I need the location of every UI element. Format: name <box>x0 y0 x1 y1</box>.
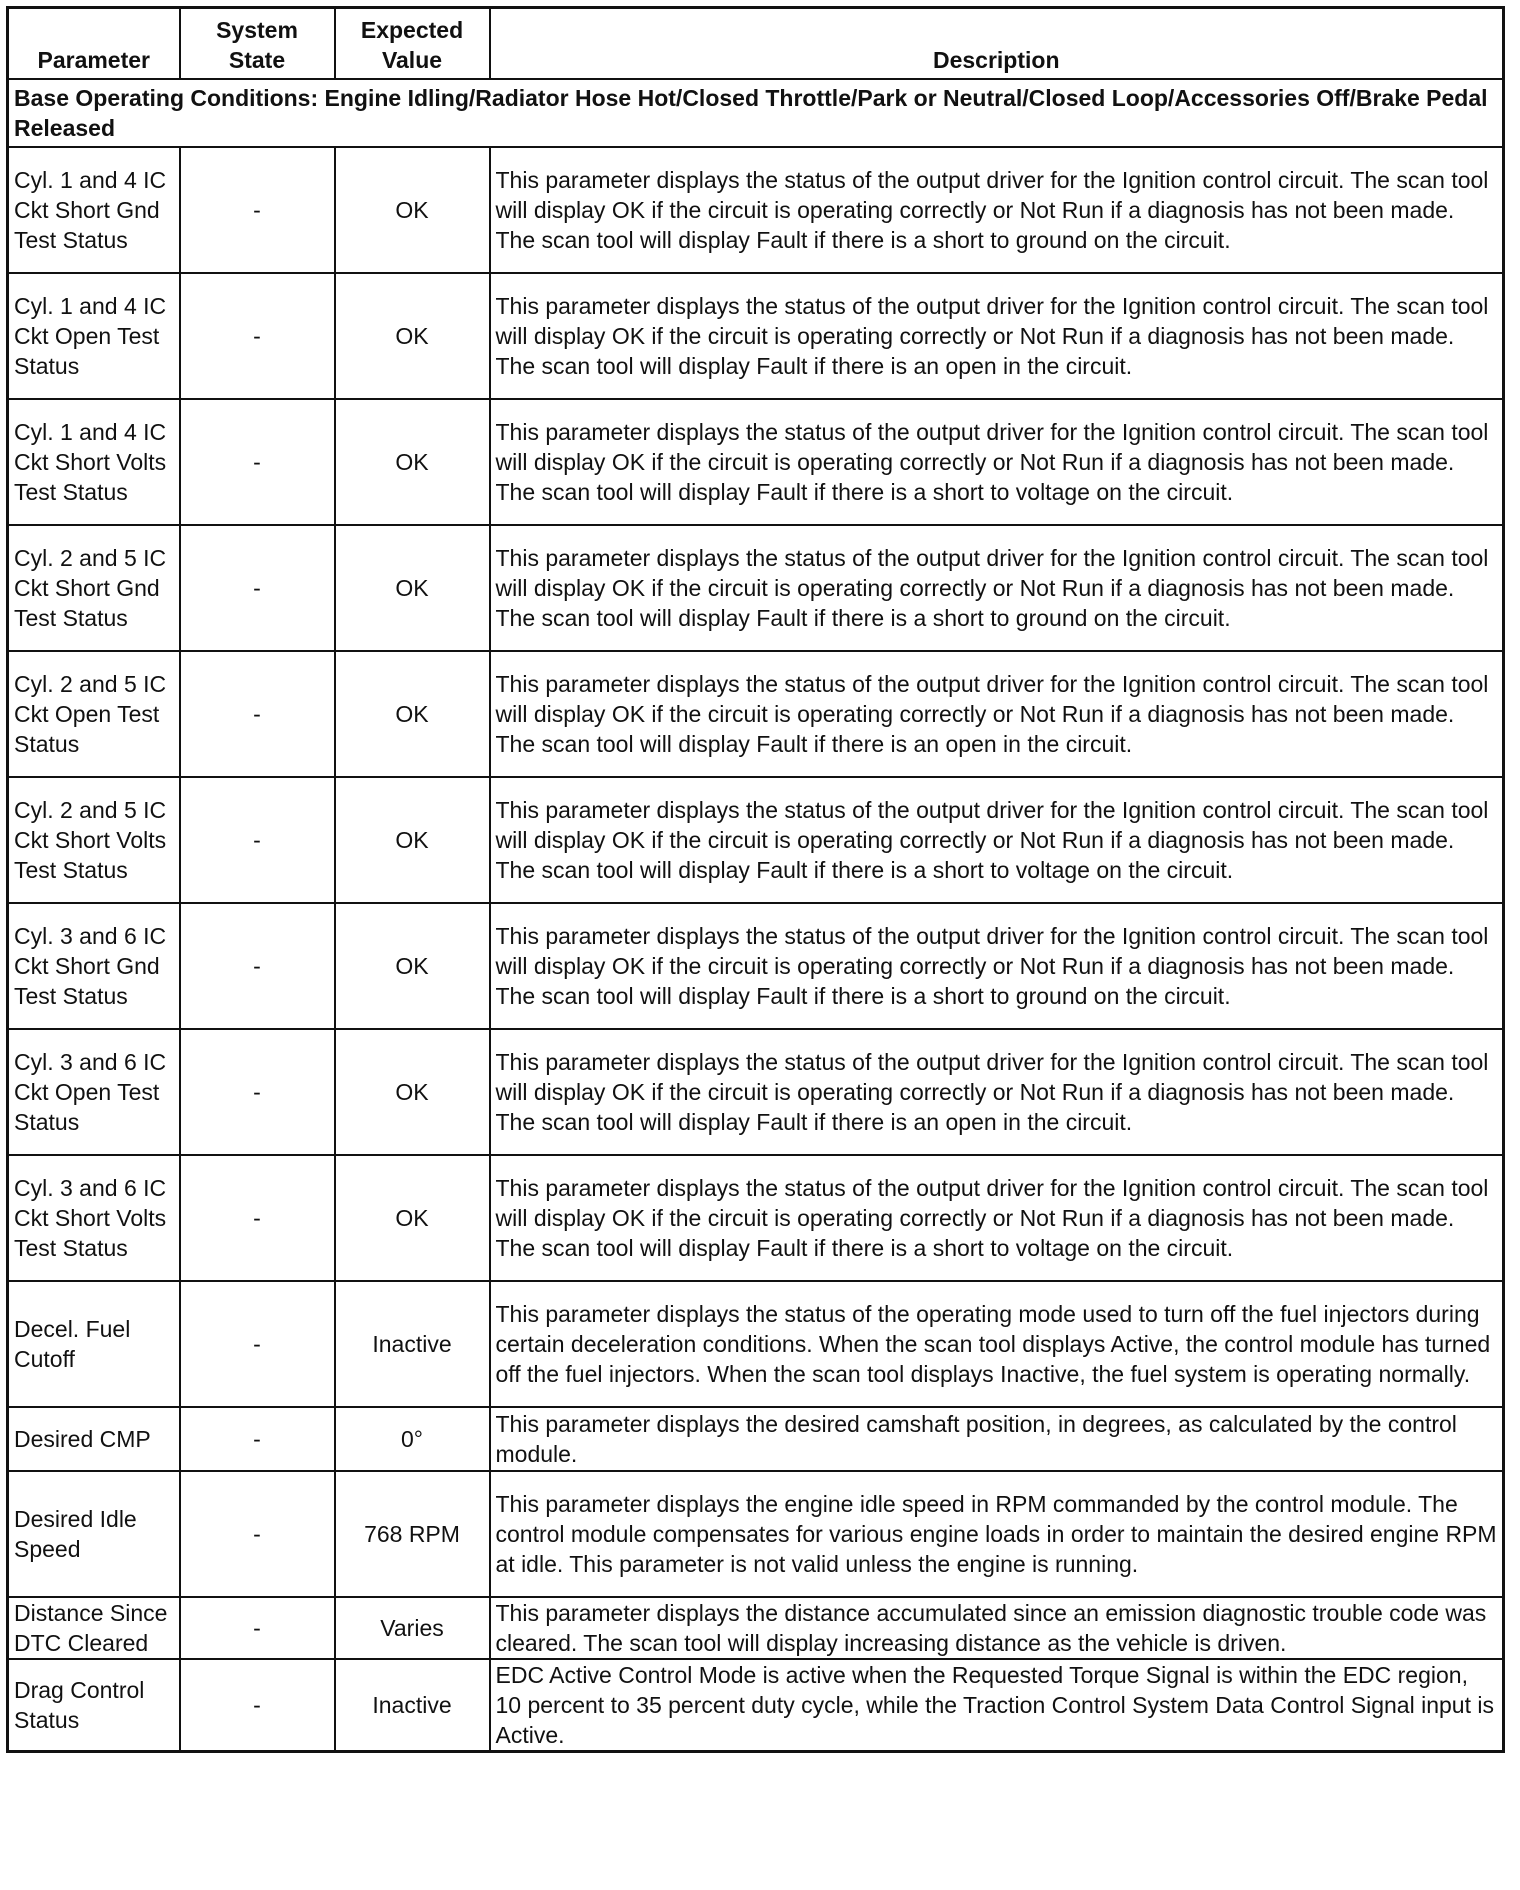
expected-value-cell: 0° <box>335 1407 490 1471</box>
description-cell: This parameter displays the status of the output driver for the Ignition control circuit. The scan tool will display OK if the circuit is operating correctly or Not Run if a diagnosis has not been made. The scan tool will display Fault if there is an open in the circuit. <box>490 651 1504 777</box>
parameter-cell: Decel. Fuel Cutoff <box>8 1281 180 1407</box>
description-cell: This parameter displays the status of the output driver for the Ignition control circuit. The scan tool will display OK if the circuit is operating correctly or Not Run if a diagnosis has not been made. The scan tool will display Fault if there is a short to ground on the circuit. <box>490 147 1504 273</box>
system-state-cell: - <box>180 147 335 273</box>
description-cell: This parameter displays the status of the output driver for the Ignition control circuit. The scan tool will display OK if the circuit is operating correctly or Not Run if a diagnosis has not been made. The scan tool will display Fault if there is an open in the circuit. <box>490 1029 1504 1155</box>
table-row <box>8 1471 1504 1597</box>
parameter-cell: Drag Control Status <box>8 1659 180 1752</box>
parameter-cell: Cyl. 1 and 4 IC Ckt Open Test Status <box>8 273 180 399</box>
expected-value-cell: Inactive <box>335 1281 490 1407</box>
description-cell: This parameter displays the engine idle speed in RPM commanded by the control module. The control module compensates for various engine loads in order to maintain the desired engine RPM at idle. This parameter is not valid unless the engine is running. <box>490 1471 1504 1597</box>
expected-value-cell: Inactive <box>335 1659 490 1752</box>
table-row <box>8 1659 1504 1752</box>
table-row <box>8 147 1504 273</box>
parameter-cell: Cyl. 1 and 4 IC Ckt Short Volts Test Status <box>8 399 180 525</box>
expected-value-cell: 768 RPM <box>335 1471 490 1597</box>
parameter-cell: Cyl. 3 and 6 IC Ckt Short Volts Test Status <box>8 1155 180 1281</box>
section-row <box>8 79 1504 147</box>
system-state-cell: - <box>180 1029 335 1155</box>
expected-value-cell: OK <box>335 399 490 525</box>
table-row <box>8 651 1504 777</box>
system-state-cell: - <box>180 273 335 399</box>
table-row <box>8 1407 1504 1471</box>
parameter-cell: Distance Since DTC Cleared <box>8 1597 180 1659</box>
description-cell: This parameter displays the status of the output driver for the Ignition control circuit. The scan tool will display OK if the circuit is operating correctly or Not Run if a diagnosis has not been made. The scan tool will display Fault if there is a short to ground on the circuit. <box>490 525 1504 651</box>
expected-value-cell: OK <box>335 273 490 399</box>
system-state-cell: - <box>180 777 335 903</box>
expected-value-cell: OK <box>335 777 490 903</box>
description-cell: This parameter displays the status of the output driver for the Ignition control circuit. The scan tool will display OK if the circuit is operating correctly or Not Run if a diagnosis has not been made. The scan tool will display Fault if there is a short to voltage on the circuit. <box>490 777 1504 903</box>
header-row <box>8 8 1504 80</box>
header-description: Description <box>490 8 1504 80</box>
system-state-cell: - <box>180 1155 335 1281</box>
table-row <box>8 1597 1504 1659</box>
header-system-state: System State <box>180 8 335 80</box>
system-state-cell: - <box>180 399 335 525</box>
parameter-cell: Cyl. 1 and 4 IC Ckt Short Gnd Test Status <box>8 147 180 273</box>
description-cell: This parameter displays the distance accumulated since an emission diagnostic trouble code was cleared. The scan tool will display increasing distance as the vehicle is driven. <box>490 1597 1504 1659</box>
table-row <box>8 525 1504 651</box>
description-cell: EDC Active Control Mode is active when the Requested Torque Signal is within the EDC region, 10 percent to 35 percent duty cycle, while the Traction Control System Data Control Signal input is Active. <box>490 1659 1504 1752</box>
table-row <box>8 1155 1504 1281</box>
parameter-cell: Cyl. 3 and 6 IC Ckt Short Gnd Test Status <box>8 903 180 1029</box>
description-cell: This parameter displays the status of the output driver for the Ignition control circuit. The scan tool will display OK if the circuit is operating correctly or Not Run if a diagnosis has not been made. The scan tool will display Fault if there is an open in the circuit. <box>490 273 1504 399</box>
parameter-cell: Cyl. 3 and 6 IC Ckt Open Test Status <box>8 1029 180 1155</box>
expected-value-cell: OK <box>335 651 490 777</box>
system-state-cell: - <box>180 1471 335 1597</box>
table-row <box>8 273 1504 399</box>
table-row <box>8 399 1504 525</box>
description-cell: This parameter displays the status of the operating mode used to turn off the fuel injectors during certain deceleration conditions. When the scan tool displays Active, the control module has turned off the fuel injectors. When the scan tool displays Inactive, the fuel system is operating normally. <box>490 1281 1504 1407</box>
parameter-cell: Desired Idle Speed <box>8 1471 180 1597</box>
expected-value-cell: OK <box>335 525 490 651</box>
system-state-cell: - <box>180 525 335 651</box>
table-row <box>8 903 1504 1029</box>
table-row <box>8 777 1504 903</box>
parameter-table <box>6 6 1505 1753</box>
system-state-cell: - <box>180 903 335 1029</box>
section-title: Base Operating Conditions: Engine Idling/Radiator Hose Hot/Closed Throttle/Park or Neutral/Closed Loop/Accessories Off/Brake Pedal Released <box>8 79 1504 147</box>
expected-value-cell: OK <box>335 147 490 273</box>
description-cell: This parameter displays the status of the output driver for the Ignition control circuit. The scan tool will display OK if the circuit is operating correctly or Not Run if a diagnosis has not been made. The scan tool will display Fault if there is a short to voltage on the circuit. <box>490 399 1504 525</box>
header-expected-value: Expected Value <box>335 8 490 80</box>
system-state-cell: - <box>180 1281 335 1407</box>
header-parameter: Parameter <box>8 8 180 80</box>
table-row <box>8 1281 1504 1407</box>
parameter-cell: Cyl. 2 and 5 IC Ckt Open Test Status <box>8 651 180 777</box>
parameter-cell: Cyl. 2 and 5 IC Ckt Short Volts Test Status <box>8 777 180 903</box>
expected-value-cell: Varies <box>335 1597 490 1659</box>
description-cell: This parameter displays the status of the output driver for the Ignition control circuit. The scan tool will display OK if the circuit is operating correctly or Not Run if a diagnosis has not been made. The scan tool will display Fault if there is a short to voltage on the circuit. <box>490 1155 1504 1281</box>
system-state-cell: - <box>180 1597 335 1659</box>
description-cell: This parameter displays the status of the output driver for the Ignition control circuit. The scan tool will display OK if the circuit is operating correctly or Not Run if a diagnosis has not been made. The scan tool will display Fault if there is a short to ground on the circuit. <box>490 903 1504 1029</box>
expected-value-cell: OK <box>335 1029 490 1155</box>
system-state-cell: - <box>180 1659 335 1752</box>
system-state-cell: - <box>180 651 335 777</box>
system-state-cell: - <box>180 1407 335 1471</box>
parameter-cell: Cyl. 2 and 5 IC Ckt Short Gnd Test Status <box>8 525 180 651</box>
description-cell: This parameter displays the desired camshaft position, in degrees, as calculated by the control module. <box>490 1407 1504 1471</box>
parameter-cell: Desired CMP <box>8 1407 180 1471</box>
expected-value-cell: OK <box>335 903 490 1029</box>
table-row <box>8 1029 1504 1155</box>
expected-value-cell: OK <box>335 1155 490 1281</box>
